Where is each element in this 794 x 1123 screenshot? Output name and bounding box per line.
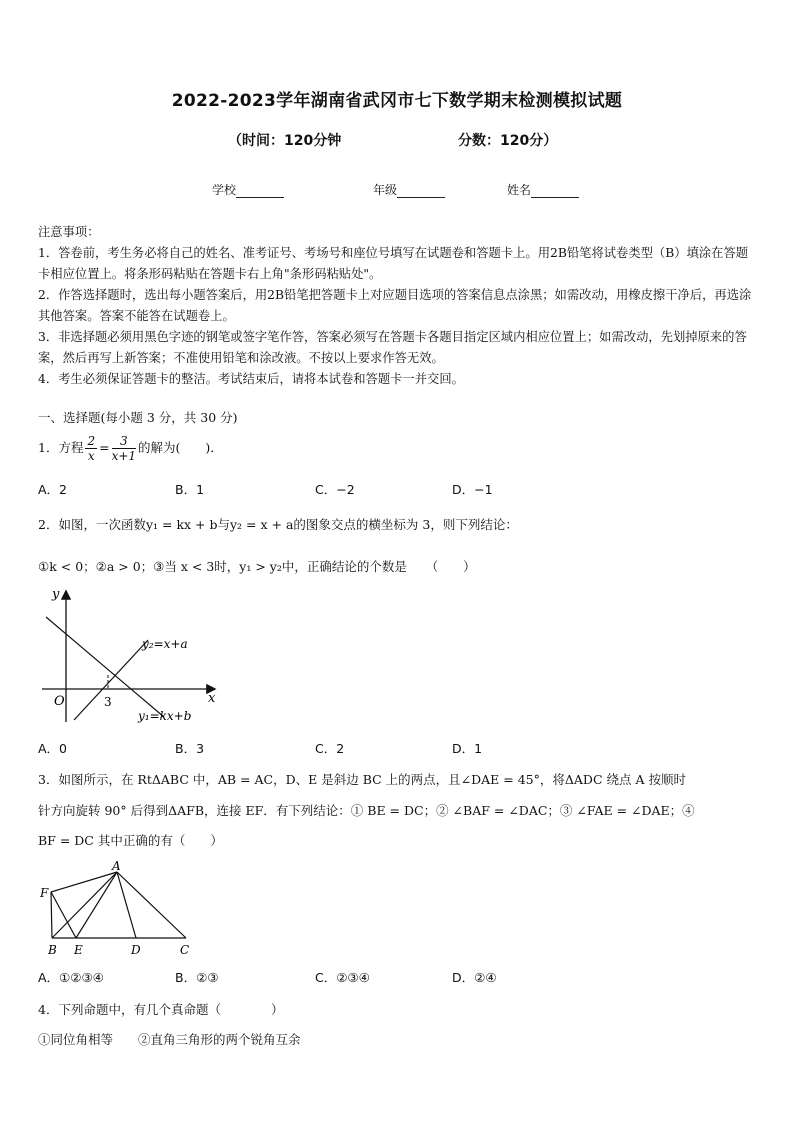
q1-option-a: A．2 <box>38 482 68 497</box>
school-field <box>212 181 284 198</box>
note-item: 4．考生必须保证答题卡的整洁。考试结束后，请将本试卷和答题卡一并交回。 <box>38 372 464 386</box>
name-field <box>507 181 579 198</box>
q2-line2-label: y₂=x+a <box>142 637 188 651</box>
q1-option-c: C．−2 <box>315 482 355 497</box>
exam-title: 2022-2023学年湖南省武冈市七下数学期末检测模拟试题 <box>171 91 623 111</box>
q3-figure <box>36 858 198 960</box>
note-item: 1．答卷前，考生务必将自己的姓名、准考证号、考场号和座位号填写在试题卷和答题卡上。用2B铅笔将试卷类型（B）填涂在答题卡相应位置上。将条形码粘贴在答题卡右上角"条形码粘贴处"。 <box>38 246 749 281</box>
q3-label-f: F <box>40 886 49 900</box>
q2-origin-label: O <box>54 694 65 709</box>
question-2-conditions: ①k < 0；②a > 0；③当 x < 3时，y₁ > y₂中，正确结论的个数是 （ ） <box>38 559 476 574</box>
q3-label-b: B <box>48 943 57 957</box>
q1-prefix: 1．方程 <box>38 440 84 455</box>
notes-heading: 注意事项： <box>38 225 100 239</box>
note-item: 2．作答选择题时，选出每小题答案后，用2B铅笔把答题卡上对应题目选项的答案信息点涂黑；如需改动，用橡皮擦干净后，再选涂其他答案。答案不能答在试题卷上。 <box>38 288 752 323</box>
name-label: 姓名 <box>507 183 532 197</box>
q1-suffix: 的解为( )． <box>138 440 223 455</box>
name-blank <box>531 185 579 198</box>
grade-blank <box>397 185 445 198</box>
q1-option-b: B．1 <box>175 482 205 497</box>
q2-option-b: B．3 <box>175 741 205 756</box>
q2-option-d: D．1 <box>452 741 483 756</box>
question-4-stem: 4．下列命题中，有几个真命题（ ） <box>38 1002 284 1017</box>
q2-option-c: C．2 <box>315 741 345 756</box>
question-4-items: ①同位角相等 ②直角三角形的两个锐角互余 <box>38 1032 301 1047</box>
q3-label-e: E <box>74 943 83 957</box>
school-blank <box>236 185 284 198</box>
section-heading: 一、选择题(每小题 3 分，共 30 分) <box>38 410 238 425</box>
q2-x-label: x <box>208 691 216 706</box>
q2-tick-label: 3 <box>104 695 112 709</box>
q3-label-d: D <box>131 943 141 957</box>
q3-label-c: C <box>180 943 190 957</box>
q1-option-d: D．−1 <box>452 482 493 497</box>
q3-option-a: A．①②③④ <box>38 970 104 985</box>
q2-graph <box>36 582 236 728</box>
q2-option-a: A．0 <box>38 741 68 756</box>
q1-equals: = <box>99 440 110 455</box>
exam-time: （时间：120分钟 <box>228 133 342 149</box>
q3-option-b: B．②③ <box>175 970 219 985</box>
grade-field <box>373 181 445 198</box>
q3-option-d: D．②④ <box>452 970 497 985</box>
q1-fraction-left: $\frac{2}{x}$ <box>87 434 96 463</box>
note-item: 3．非选择题必须用黑色字迹的钢笔或签字笔作答，答案必须写在答题卡各题目指定区域内相应位置上；如需改动，先划掉原来的答案，然后再写上新答案；不准使用铅笔和涂改液。不按以上要求作答无效。 <box>38 330 747 365</box>
notes-block <box>38 222 758 390</box>
question-3-line1: 3．如图所示，在 RtΔABC 中，AB = AC，D、E 是斜边 BC 上的两点，且∠DAE = 45°，将ΔADC 绕点 A 按顺时 <box>38 772 686 787</box>
q3-option-c: C．②③④ <box>315 970 370 985</box>
question-3-line3: BF = DC 其中正确的有（ ） <box>38 833 223 848</box>
question-1 <box>38 434 223 463</box>
q2-y-label: y <box>52 587 60 602</box>
school-label: 学校 <box>212 183 237 197</box>
q1-fraction-right: $\frac{3}{x+1}$ <box>111 434 137 463</box>
q3-label-a: A <box>112 859 121 873</box>
exam-score: 分数：120分） <box>458 133 558 149</box>
question-3-line2: 针方向旋转 90° 后得到ΔAFB，连接 EF．有下列结论：① BE = DC；② ∠BAF = ∠DAC；③ ∠FAE = ∠DAE；④ <box>38 803 695 818</box>
q2-line1-label: y₁=kx+b <box>138 709 192 723</box>
grade-label: 年级 <box>373 183 398 197</box>
question-2-stem: 2．如图，一次函数y₁ = kx + b与y₂ = x + a的图象交点的横坐标为 3，则下列结论： <box>38 517 518 532</box>
